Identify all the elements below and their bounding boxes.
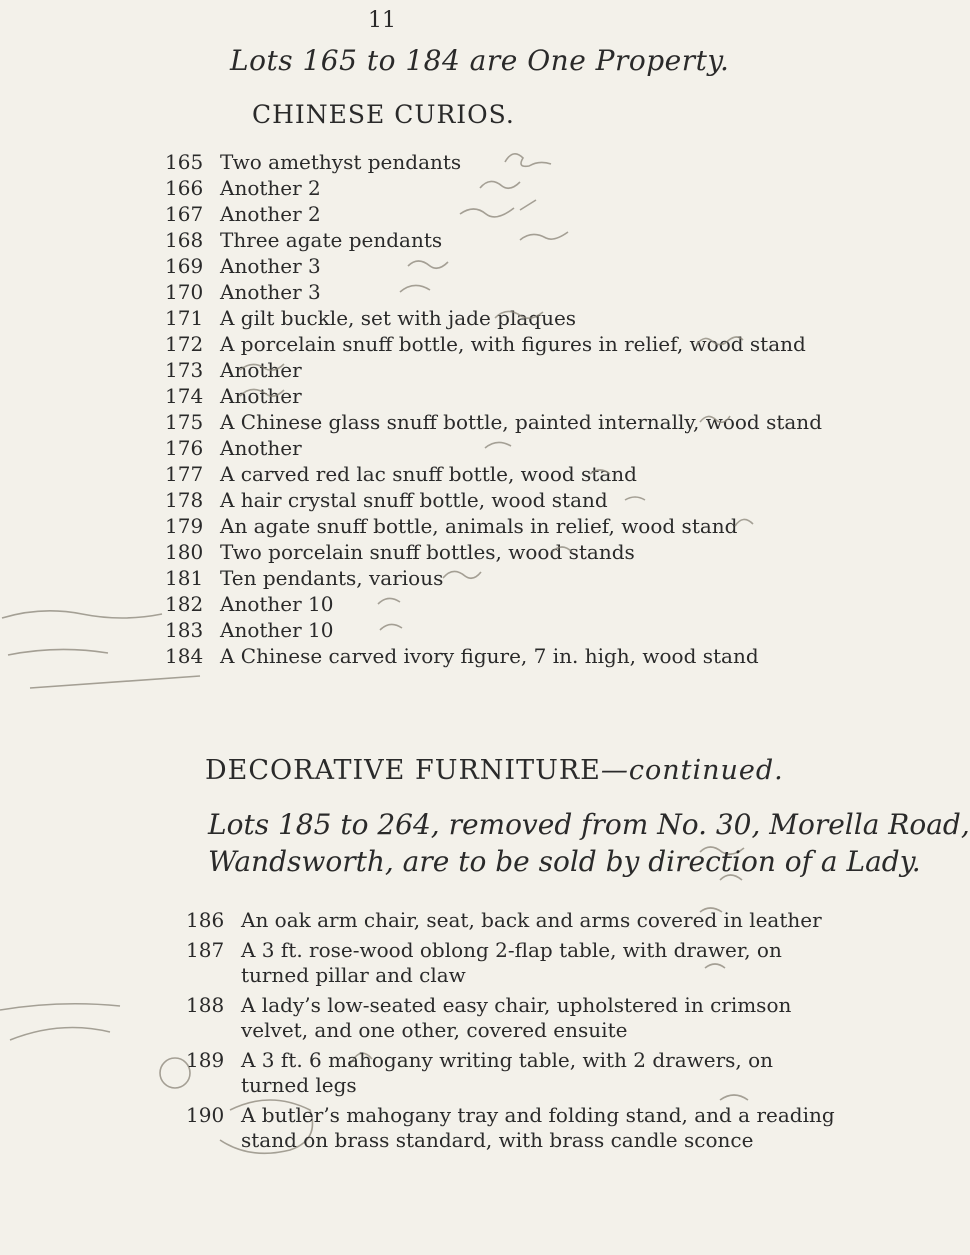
lot-number: 186 xyxy=(186,908,225,932)
lot-description: A 3 ft. rose-wood oblong 2-flap table, with drawer, on xyxy=(241,938,782,962)
lot-number: 175 xyxy=(165,410,204,434)
lot-description: A 3 ft. 6 mahogany writing table, with 2 drawers, on xyxy=(241,1048,774,1072)
lot-number: 190 xyxy=(186,1103,225,1127)
lot-number: 184 xyxy=(165,644,204,668)
lot-description: Another 3 xyxy=(220,280,321,304)
lot-description: Another 10 xyxy=(220,618,334,642)
lot-number: 171 xyxy=(165,306,204,330)
lot-description: Another 10 xyxy=(220,592,334,616)
section-heading-decorative-furniture xyxy=(205,755,784,786)
section-title-suffix: —continued. xyxy=(600,755,784,786)
lots-heading: Lots 165 to 184 are One Property. xyxy=(230,44,730,77)
lot-description: Another xyxy=(220,384,302,408)
lot-description-continued: stand on brass standard, with brass candle sconce xyxy=(241,1128,754,1152)
lot-description: Two amethyst pendants xyxy=(220,150,462,174)
lot-number: 169 xyxy=(165,254,204,278)
lot-description: An agate snuff bottle, animals in relief, wood stand xyxy=(220,514,738,538)
lot-number: 167 xyxy=(165,202,204,226)
lot-number: 181 xyxy=(165,566,204,590)
lot-description: A carved red lac snuff bottle, wood stand xyxy=(220,462,637,486)
lot-description: A Chinese carved ivory figure, 7 in. high, wood stand xyxy=(220,644,759,668)
lot-item xyxy=(186,938,782,962)
lot-number: 188 xyxy=(186,993,225,1017)
lot-description: A hair crystal snuff bottle, wood stand xyxy=(220,488,608,512)
lot-number: 168 xyxy=(165,228,204,252)
lot-number: 174 xyxy=(165,384,204,408)
lot-item xyxy=(186,1048,773,1072)
lot-number: 172 xyxy=(165,332,204,356)
lot-description: A gilt buckle, set with jade plaques xyxy=(220,306,577,330)
lot-description: Another xyxy=(220,436,302,460)
lot-number: 183 xyxy=(165,618,204,642)
lot-item xyxy=(186,1103,835,1127)
lot-description: Another 3 xyxy=(220,254,321,278)
page-number: 11 xyxy=(368,8,396,33)
lot-description-continued: velvet, and one other, covered ensuite xyxy=(241,1018,628,1042)
intro-line-1: Lots 185 to 264, removed from No. 30, Morella Road, xyxy=(208,808,970,841)
lot-number: 166 xyxy=(165,176,204,200)
lot-number: 189 xyxy=(186,1048,225,1072)
lot-number: 187 xyxy=(186,938,225,962)
lot-number: 173 xyxy=(165,358,204,382)
lot-number: 179 xyxy=(165,514,204,538)
lot-number: 165 xyxy=(165,150,204,174)
lot-description-continued: turned pillar and claw xyxy=(241,963,466,987)
lot-description: Two porcelain snuff bottles, wood stands xyxy=(220,540,635,564)
lot-number: 180 xyxy=(165,540,204,564)
lot-number: 182 xyxy=(165,592,204,616)
lot-description: Three agate pendants xyxy=(220,228,443,252)
section-heading-chinese-curios: CHINESE CURIOS. xyxy=(252,100,515,129)
lot-item xyxy=(186,993,791,1017)
section-title-main: DECORATIVE FURNITURE xyxy=(205,755,601,786)
lot-description: A porcelain snuff bottle, with figures in relief, wood stand xyxy=(220,332,806,356)
lot-description-continued: turned legs xyxy=(241,1073,357,1097)
lot-number: 177 xyxy=(165,462,204,486)
lot-description: A lady’s low-seated easy chair, upholstered in crimson xyxy=(241,993,792,1017)
lot-number: 178 xyxy=(165,488,204,512)
intro-line-2: Wandsworth, are to be sold by direction of a Lady. xyxy=(208,845,921,878)
lot-description: An oak arm chair, seat, back and arms covered in leather xyxy=(241,908,822,932)
lot-description: Another xyxy=(220,358,302,382)
lot-item xyxy=(186,908,822,932)
lot-description: A Chinese glass snuff bottle, painted internally, wood stand xyxy=(220,410,822,434)
lot-description: Another 2 xyxy=(220,176,321,200)
lot-number: 176 xyxy=(165,436,204,460)
lot-description: Ten pendants, various xyxy=(220,566,444,590)
lot-description: A butler’s mahogany tray and folding stand, and a reading xyxy=(241,1103,835,1127)
lot-description: Another 2 xyxy=(220,202,321,226)
lot-number: 170 xyxy=(165,280,204,304)
